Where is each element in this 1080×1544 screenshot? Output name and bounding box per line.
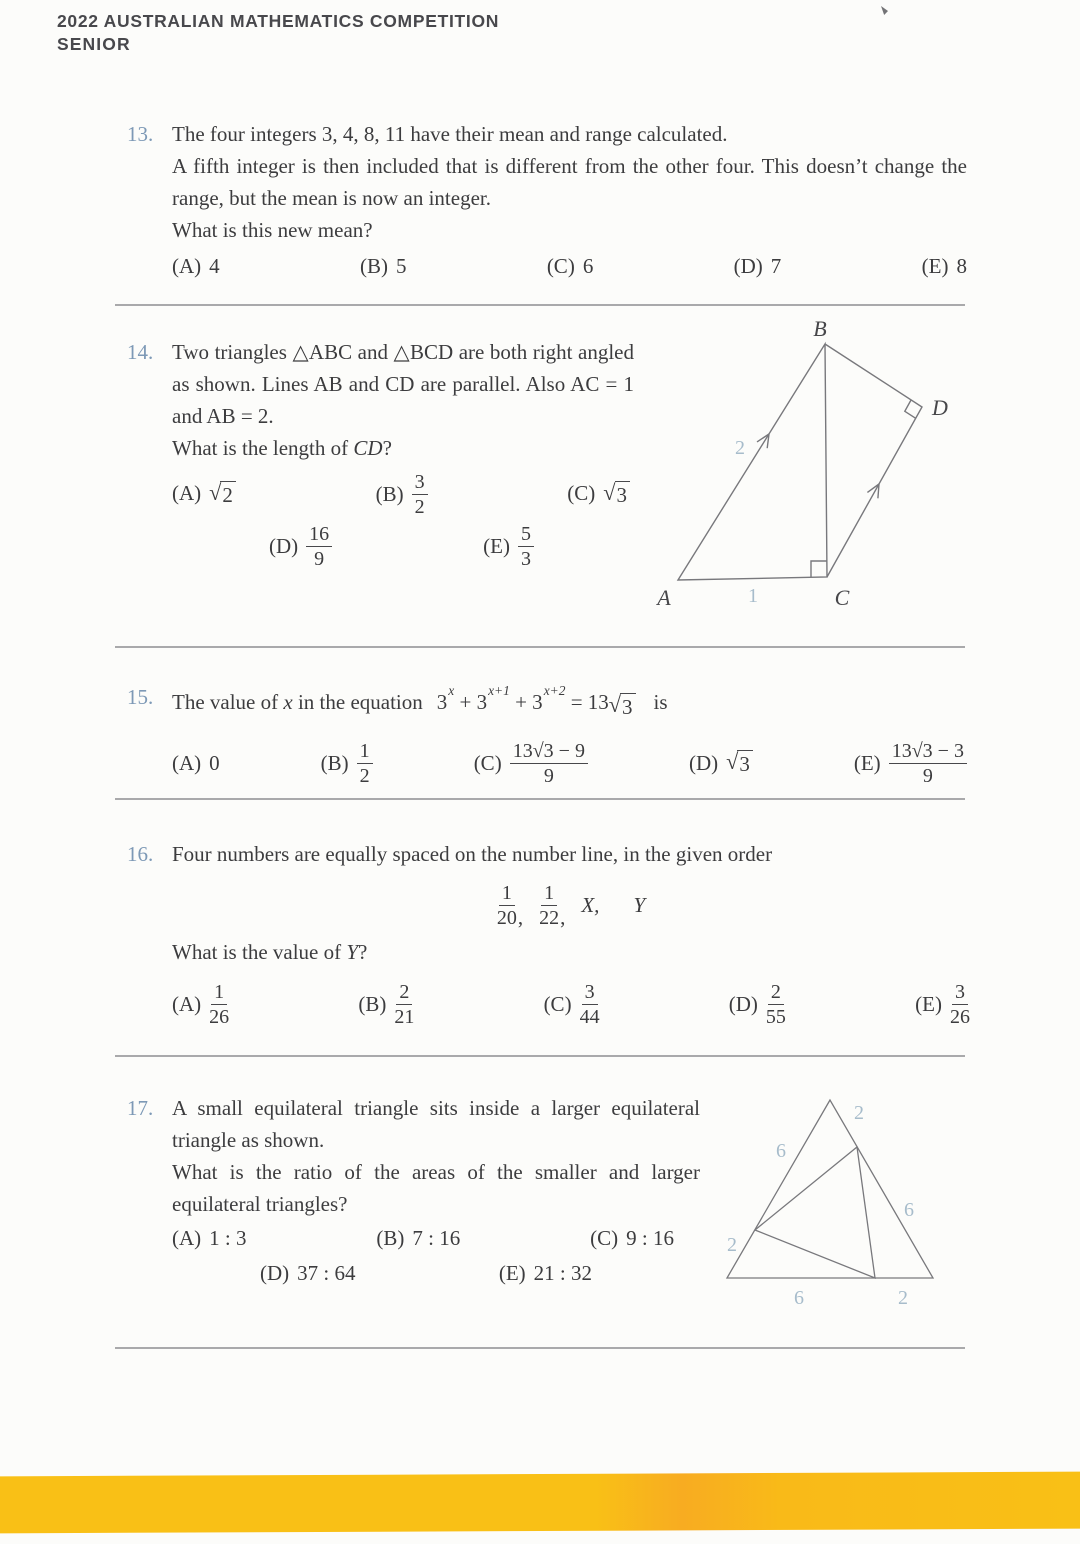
side-label-bottom-left: 6	[794, 1287, 804, 1308]
fraction: $\frac{1}{26}$	[209, 980, 230, 1028]
option-15-e: (E) $\frac{13√3 - 3}{9}$	[854, 740, 967, 787]
fraction: $\frac{2}{55}$	[765, 980, 786, 1028]
option-13-e: (E) 8	[921, 253, 967, 278]
q17-side-labels	[727, 1102, 914, 1308]
fraction: $\frac{16}{9}$	[306, 523, 332, 570]
question-16-number: 16.	[127, 842, 154, 866]
option-16-c: (C) $\frac{3}{44}$	[543, 980, 600, 1028]
option-14-a: (A) √ 2	[172, 481, 236, 507]
question-14-options-row1	[172, 468, 630, 520]
section-divider	[115, 798, 965, 800]
question-17-body	[172, 1092, 700, 1292]
option-17-c: (C) 9 : 16	[590, 1225, 674, 1250]
fraction: $\frac{5}{3}$	[518, 523, 534, 570]
page-header	[57, 10, 499, 56]
fraction: $\frac{3}{26}$	[949, 980, 970, 1028]
option-15-a: (A) 0	[172, 750, 220, 775]
question-14-number: 14.	[127, 340, 154, 364]
section-divider	[115, 1055, 965, 1057]
question-15-body	[172, 681, 967, 791]
question-15	[127, 681, 967, 791]
division-label: SENIOR	[57, 34, 131, 54]
vertex-label-d: D	[932, 395, 948, 420]
question-17-options-row2	[260, 1254, 592, 1292]
side-label-left-lower: 2	[727, 1234, 737, 1256]
option-14-b: (B) $\frac{3}{2}$	[376, 471, 428, 518]
fraction: $\frac{2}{21}$	[394, 980, 415, 1028]
question-17-prompt: What is the ratio of the areas of the smaller and larger equilateral triangles?	[172, 1160, 700, 1216]
option-17-e: (E) 21 : 32	[498, 1260, 592, 1285]
q14-diagram-lines	[678, 344, 922, 580]
question-13-text: The four integers 3, 4, 8, 11 have their mean and range calculated.	[172, 122, 728, 146]
section-divider	[115, 1347, 965, 1349]
fraction: $\frac{13√3 - 3}{9}$	[889, 740, 967, 787]
question-15-options	[172, 735, 967, 791]
option-13-b: (B) 5	[359, 253, 407, 278]
option-13-d: (D) 7	[733, 253, 782, 278]
q14-side-labels	[735, 437, 758, 607]
option-16-a: (A) $\frac{1}{26}$	[172, 980, 230, 1028]
option-14-d: (D) $\frac{16}{9}$	[269, 523, 332, 570]
option-15-b: (B) $\frac{1}{2}$	[321, 740, 373, 787]
question-13-text: A fifth integer is then included that is different from the other four. This doesn’t change the range, but the mean is now an integer.	[172, 154, 967, 210]
option-17-b: (B) 7 : 16	[376, 1225, 461, 1250]
question-16-prompt: What is the value of Y?	[172, 940, 368, 964]
question-14-text: Two triangles △ABC and △BCD are both right angled as shown. Lines AB and CD are parallel. Also AC = 1 and AB = 2.	[172, 340, 634, 428]
option-14-e: (E) $\frac{5}{3}$	[483, 523, 534, 570]
q16-number-sequence: $\frac{1}{20}$ , $\frac{1}{22}$ , X, Y	[496, 881, 646, 929]
option-16-b: (B) $\frac{2}{21}$	[358, 980, 415, 1028]
question-14-body	[172, 336, 634, 572]
vertex-label-b: B	[813, 316, 827, 341]
option-16-d: (D) $\frac{2}{55}$	[728, 980, 786, 1028]
question-17-text: A small equilateral triangle sits inside a larger equilateral triangle as shown.	[172, 1096, 700, 1152]
q14-vertex-labels	[655, 316, 948, 610]
question-13	[127, 118, 967, 281]
q15-equation: $3^x + 3^{x+1} + 3^{x+2} = 13$ √ 3	[437, 690, 636, 714]
question-16-options	[172, 976, 970, 1032]
sqrt-expression: √ 3	[726, 750, 753, 776]
fraction: $\frac{1}{22}$	[539, 881, 560, 929]
question-13-prompt: What is this new mean?	[172, 218, 373, 242]
q17-diagram-lines	[727, 1100, 933, 1278]
question-14-options-row2	[269, 520, 534, 572]
bottom-yellow-bar	[0, 1472, 1080, 1534]
side-label-ac: 1	[748, 585, 758, 607]
section-divider	[115, 646, 965, 648]
fraction: $\frac{3}{44}$	[579, 980, 600, 1028]
option-17-d: (D) 37 : 64	[260, 1260, 356, 1285]
question-16	[127, 838, 970, 1032]
side-label-top-right: 2	[854, 1102, 864, 1124]
question-17	[127, 1092, 700, 1292]
side-label-right-lower: 6	[904, 1199, 914, 1221]
question-17-options-row1	[172, 1222, 674, 1254]
question-17-number: 17.	[127, 1096, 154, 1120]
option-15-d: (D) √ 3	[689, 750, 753, 776]
vertex-label-a: A	[657, 585, 671, 610]
vertex-label-c: C	[834, 585, 850, 610]
question-13-body	[172, 118, 967, 281]
side-label-ab: 2	[735, 437, 745, 459]
question-14-prompt: What is the length of CD?	[172, 436, 392, 460]
question-15-statement: The value of x in the equation $3^x + 3^{x+1} + 3^{x+2} = 13$ √ 3 is	[172, 682, 668, 719]
option-17-a: (A) 1 : 3	[172, 1225, 247, 1250]
option-16-e: (E) $\frac{3}{26}$	[915, 980, 970, 1028]
question-16-text: Four numbers are equally spaced on the number line, in the given order	[172, 842, 773, 866]
competition-title: 2022 AUSTRALIAN MATHEMATICS COMPETITION	[57, 11, 500, 31]
side-label-left-upper: 6	[776, 1140, 786, 1162]
question-16-body	[172, 838, 970, 1032]
section-divider	[115, 304, 965, 306]
question-15-number: 15.	[127, 685, 154, 709]
option-13-c: (C) 6	[546, 253, 594, 278]
fraction: $\frac{13√3 - 9}{9}$	[510, 740, 588, 787]
side-label-bottom-right: 2	[898, 1287, 908, 1308]
sqrt-expression: √ 2	[209, 481, 236, 507]
sqrt-expression: √ 3	[603, 481, 630, 507]
fraction: $\frac{3}{2}$	[412, 471, 428, 518]
sqrt-expression: √ 3	[609, 693, 636, 719]
option-15-c: (C) $\frac{13√3 - 9}{9}$	[474, 740, 588, 787]
question-14	[127, 336, 634, 572]
q14-triangles-diagram	[648, 312, 968, 612]
scan-speck	[881, 6, 888, 15]
option-13-a: (A) 4	[172, 253, 220, 278]
question-13-number: 13.	[127, 122, 154, 146]
q17-nested-triangles-diagram	[703, 1083, 963, 1308]
fraction: $\frac{1}{2}$	[357, 740, 373, 787]
fraction: $\frac{1}{20}$	[496, 881, 517, 929]
question-13-options	[172, 251, 967, 281]
option-14-c: (C) √ 3	[567, 481, 630, 507]
